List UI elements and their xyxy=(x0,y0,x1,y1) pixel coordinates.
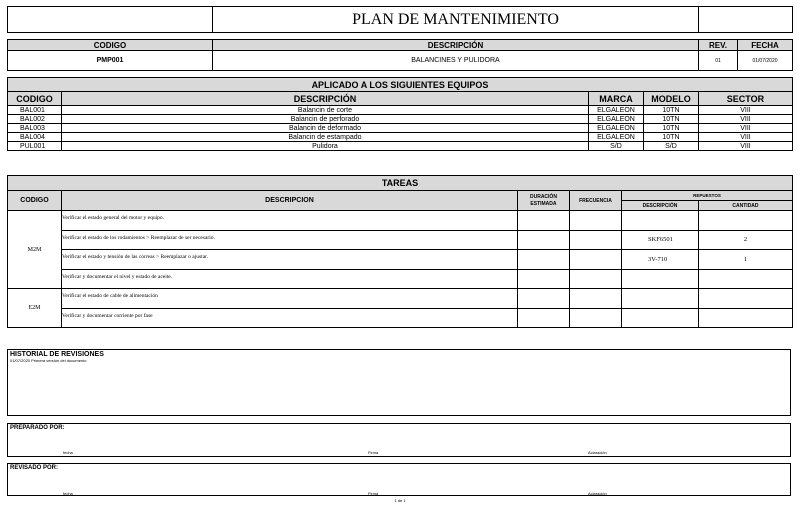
task-rep-desc xyxy=(621,211,698,231)
equipment-codigo: BAL003 xyxy=(8,124,62,133)
page-number: 1 de 1 xyxy=(394,498,406,503)
task-duracion xyxy=(517,289,569,309)
header-rev: REV. xyxy=(699,40,738,51)
equipment-sector: VIII xyxy=(698,142,792,151)
equipment-descripcion: Balancin de estampado xyxy=(62,133,589,142)
revisado-title: REVISADO POR: xyxy=(10,465,59,471)
task-row xyxy=(8,289,793,309)
task-duracion xyxy=(517,269,569,289)
task-group-codigo: E2M xyxy=(8,289,62,328)
task-col-duracion-1: DURACIÓN xyxy=(529,193,557,200)
task-rep-desc xyxy=(621,269,698,289)
task-rep-desc: SKF6501 xyxy=(621,230,698,250)
header-fecha: FECHA xyxy=(738,40,793,51)
header-descripcion: DESCRIPCIÓN xyxy=(213,40,699,51)
equipment-sector: VIII xyxy=(698,133,792,142)
plan-rev: 01 xyxy=(699,51,738,71)
equipment-table xyxy=(7,77,793,151)
header-codigo: CODIGO xyxy=(8,40,213,51)
equipment-sector: VIII xyxy=(698,124,792,133)
task-rep-cant xyxy=(698,269,792,289)
task-rep-desc: 3V-710 xyxy=(621,250,698,270)
plan-header-table xyxy=(7,39,793,71)
equipment-modelo: 10TN xyxy=(643,115,698,124)
revisado-box xyxy=(7,463,791,496)
tasks-table xyxy=(7,175,793,328)
task-descripcion: Verificar el estado y tensión de las correas > Reemplazar o ajustar. xyxy=(62,250,518,270)
preparado-title: PREPARADO POR: xyxy=(10,425,65,431)
eq-col-codigo: CODIGO xyxy=(8,92,62,106)
task-row xyxy=(8,269,793,289)
task-descripcion: Verificar y documentar el nivel y estado de aceite. xyxy=(62,269,518,289)
equipment-marca: ELGALEON xyxy=(588,124,643,133)
task-col-rep-cant: CANTIDAD xyxy=(698,201,792,211)
task-col-descripcion: DESCRIPCION xyxy=(62,191,518,211)
equipment-codigo: BAL002 xyxy=(8,115,62,124)
eq-col-descripcion: DESCRIPCIÓN xyxy=(62,92,589,106)
equipment-modelo: 10TN xyxy=(643,106,698,115)
equipment-row xyxy=(8,106,793,115)
historial-entry: 01/07/2020 Primera versión del documento xyxy=(10,358,87,363)
equipment-descripcion: Balancin de deformado xyxy=(62,124,589,133)
equipment-marca: ELGALEON xyxy=(588,133,643,142)
revisado-firma: Firma xyxy=(368,491,379,496)
task-duracion xyxy=(517,211,569,231)
task-frecuencia xyxy=(569,269,621,289)
task-col-frecuencia: FRECUENCIA xyxy=(569,191,621,211)
task-duracion xyxy=(517,250,569,270)
task-descripcion: Verificar el estado de los rodamientos > Reemplazar de ser necesario. xyxy=(62,230,518,250)
task-col-codigo: CODIGO xyxy=(8,191,62,211)
equipment-row xyxy=(8,133,793,142)
task-descripcion: Verificar el estado general del motor y equipo. xyxy=(62,211,518,231)
task-row xyxy=(8,308,793,328)
tasks-title: TAREAS xyxy=(8,176,793,191)
equipment-codigo: BAL001 xyxy=(8,106,62,115)
equipment-marca: ELGALEON xyxy=(588,115,643,124)
task-frecuencia xyxy=(569,250,621,270)
task-rep-desc xyxy=(621,289,698,309)
equipment-row xyxy=(8,142,793,151)
task-rep-cant xyxy=(698,289,792,309)
revisado-fecha: fecha xyxy=(63,491,73,496)
page-title: PLAN DE MANTENIMIENTO xyxy=(213,7,699,33)
task-duracion xyxy=(517,230,569,250)
task-rep-cant: 1 xyxy=(698,250,792,270)
eq-col-marca: MARCA xyxy=(588,92,643,106)
equipment-descripcion: Balancin de corte xyxy=(62,106,589,115)
task-descripcion: Verificar y documentar corriente por fase xyxy=(62,308,518,328)
task-frecuencia xyxy=(569,211,621,231)
equipment-marca: S/D xyxy=(588,142,643,151)
preparado-box xyxy=(7,423,791,457)
task-descripcion: Verificar el estado de cable de alimentación xyxy=(62,289,518,309)
equipment-modelo: 10TN xyxy=(643,133,698,142)
historial-box xyxy=(7,349,791,416)
logo-cell xyxy=(8,7,213,33)
equipment-sector: VIII xyxy=(698,106,792,115)
revisado-aclaracion: Aclaración xyxy=(588,491,607,496)
equipment-title: APLICADO A LOS SIGUIENTES EQUIPOS xyxy=(8,78,793,92)
task-rep-cant xyxy=(698,308,792,328)
task-frecuencia xyxy=(569,308,621,328)
preparado-firma: Firma xyxy=(368,450,379,455)
equipment-descripcion: Pulidora xyxy=(62,142,589,151)
task-rep-desc xyxy=(621,308,698,328)
task-rep-cant: 2 xyxy=(698,230,792,250)
eq-col-sector: SECTOR xyxy=(698,92,792,106)
task-row xyxy=(8,230,793,250)
eq-col-modelo: MODELO xyxy=(643,92,698,106)
equipment-row xyxy=(8,124,793,133)
task-row xyxy=(8,250,793,270)
equipment-marca: ELGALEON xyxy=(588,106,643,115)
plan-fecha: 01/07/2020 xyxy=(738,51,793,71)
equipment-row xyxy=(8,115,793,124)
historial-title: HISTORIAL DE REVISIONES xyxy=(10,351,104,358)
plan-descripcion: BALANCINES Y PULIDORA xyxy=(213,51,699,71)
task-duracion xyxy=(517,308,569,328)
equipment-modelo: S/D xyxy=(643,142,698,151)
task-frecuencia xyxy=(569,289,621,309)
plan-codigo: PMP001 xyxy=(8,51,213,71)
equipment-sector: VIII xyxy=(698,115,792,124)
equipment-codigo: PUL001 xyxy=(8,142,62,151)
task-group-codigo: M2M xyxy=(8,211,62,289)
task-col-rep-desc: DESCRIPCIÓN xyxy=(621,201,698,211)
task-col-repuestos: REPUESTOS xyxy=(621,191,792,201)
task-col-duracion-2: ESTIMADA xyxy=(530,200,557,207)
equipment-codigo: BAL004 xyxy=(8,133,62,142)
task-row xyxy=(8,211,793,231)
task-rep-cant xyxy=(698,211,792,231)
equipment-descripcion: Balancin de perforado xyxy=(62,115,589,124)
task-frecuencia xyxy=(569,230,621,250)
equipment-modelo: 10TN xyxy=(643,124,698,133)
preparado-aclaracion: Aclaración xyxy=(588,450,607,455)
title-right-cell xyxy=(699,7,793,33)
preparado-fecha: fecha xyxy=(63,450,73,455)
task-col-duracion xyxy=(517,191,569,211)
title-table xyxy=(7,6,793,33)
